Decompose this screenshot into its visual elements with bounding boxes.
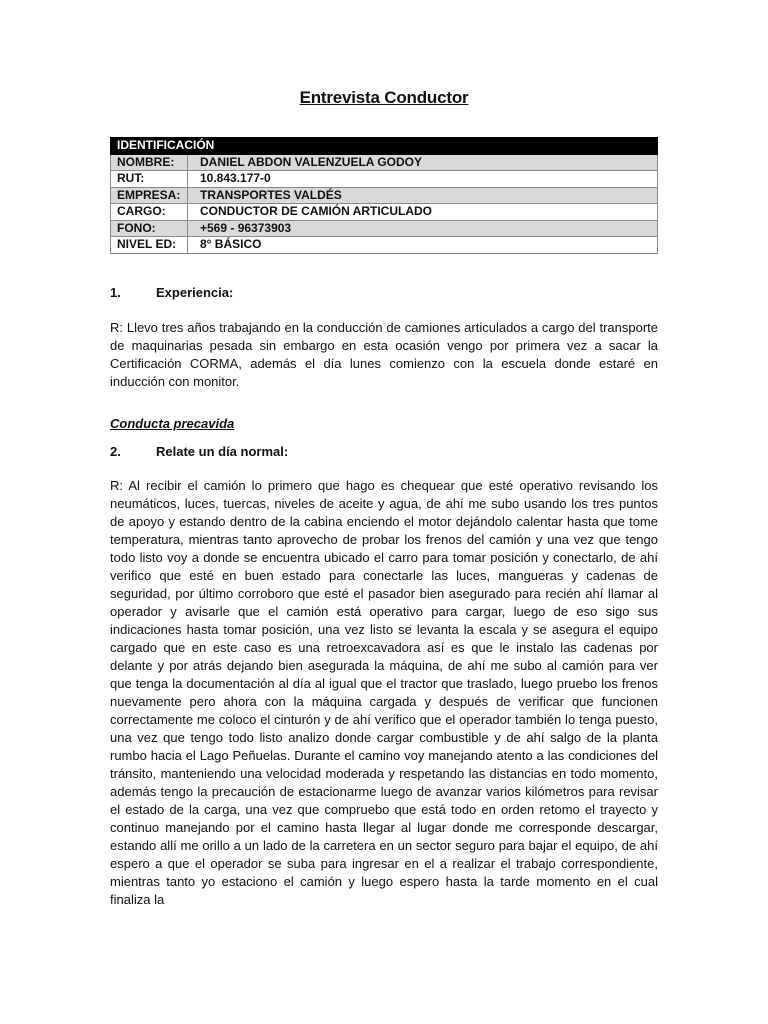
section-2-answer: R: Al recibir el camión lo primero que hago es chequear que esté operativo revisando los neumáticos, luces, tuercas, niveles de aceite y agua, de ahí me subo usando los tres puntos de apoyo y estando dentro de la cabina enciendo el motor dejándolo calentar hasta que tome temperatura, mientras tanto aprovecho de probar los frenos del camión y una vez que tengo todo listo voy a donde se encuentra ubicado el carro para tomar posición y conectarlo, de ahí verifico que esté en buen estado para conectarle las luces, mangueras y cadenas de seguridad, por último corroboro que esté el pasador bien asegurado para recién ahí llamar al operador y avisarle que el camión está operativo para cargar, luego de eso sigo sus indicaciones hasta tomar posición, una vez listo se levanta la escala y se asegura el equipo cargado que en este caso es una retroexcavadora así es que le instalo las cadenas por delante y por atrás dejando bien asegurada la máquina, de ahí me subo al camión para ver que tenga la documentación al día al igual que el tractor que traslado, luego pruebo los frenos nuevamente pero ahora con la máquina cargada y después de verificar que funcionen correctamente me coloco el cinturón y de ahí verifico que el operador también lo tenga puesto, una vez que tengo todo listo analizo donde cargar combustible y de ahí salgo de la planta rumbo hacia el Lago Peñuelas. Durante el camino voy manejando atento a las condiciones del tránsito, manteniendo una velocidad moderada y respetando las distancias en todo momento, además tengo la precaución de estacionarme luego de avanzar varios kilómetros para revisar el estado de la carga, una vez que compruebo que está todo en orden retomo el trayecto y continuo manejando por el camino hasta llegar al lugar donde me corresponde descargar, estando allí me orillo a un lado de la carretera en un sector seguro para bajar el equipo, de ahí espero a que el operador se suba para ingresar en el a realizar el trabajo correspondiente, mientras tanto yo estaciono el camión y luego espero hasta la tarde momento en el cual finaliza la [110, 478, 658, 907]
section-1-answer: R: Llevo tres años trabajando en la conducción de camiones articulados a cargo del transporte de maquinarias pesada sin embargo en esta ocasión vengo por primera vez a sacar la Certificación CORMA, además el día lunes comienzo con la escuela donde estaré en inducción con monitor. [110, 320, 658, 389]
table-row [111, 220, 658, 237]
document-title: Entrevista Conductor [299, 88, 469, 107]
row-label-rut: RUT: [111, 171, 188, 188]
row-value-empresa: TRANSPORTES VALDÉS [188, 187, 658, 204]
section-2-number: 2. [110, 444, 121, 459]
table-row [111, 187, 658, 204]
section-1-heading [110, 285, 233, 300]
table-row [111, 204, 658, 221]
section-2-answer-container [110, 477, 658, 927]
row-label-nivel-ed: NIVEL ED: [111, 237, 188, 254]
row-value-fono: +569 - 96373903 [188, 220, 658, 237]
identification-table [110, 137, 658, 254]
row-label-empresa: EMPRESA: [111, 187, 188, 204]
identification-header: IDENTIFICACIÓN [111, 138, 658, 155]
section-1-number: 1. [110, 285, 121, 300]
section-2-title: Relate un día normal: [156, 444, 289, 459]
row-label-fono: FONO: [111, 220, 188, 237]
row-value-rut: 10.843.177-0 [188, 171, 658, 188]
section-2-heading [110, 444, 288, 459]
table-row [111, 171, 658, 188]
row-value-nombre: DANIEL ABDON VALENZUELA GODOY [188, 154, 658, 171]
row-value-cargo: CONDUCTOR DE CAMIÓN ARTICULADO [188, 204, 658, 221]
subheading-conducta-precavida: Conducta precavida [110, 416, 235, 431]
row-value-nivel-ed: 8° BÁSICO [188, 237, 658, 254]
row-label-nombre: NOMBRE: [111, 154, 188, 171]
table-row [111, 154, 658, 171]
row-label-cargo: CARGO: [111, 204, 188, 221]
section-1-title: Experiencia: [156, 285, 234, 300]
table-row [111, 237, 658, 254]
